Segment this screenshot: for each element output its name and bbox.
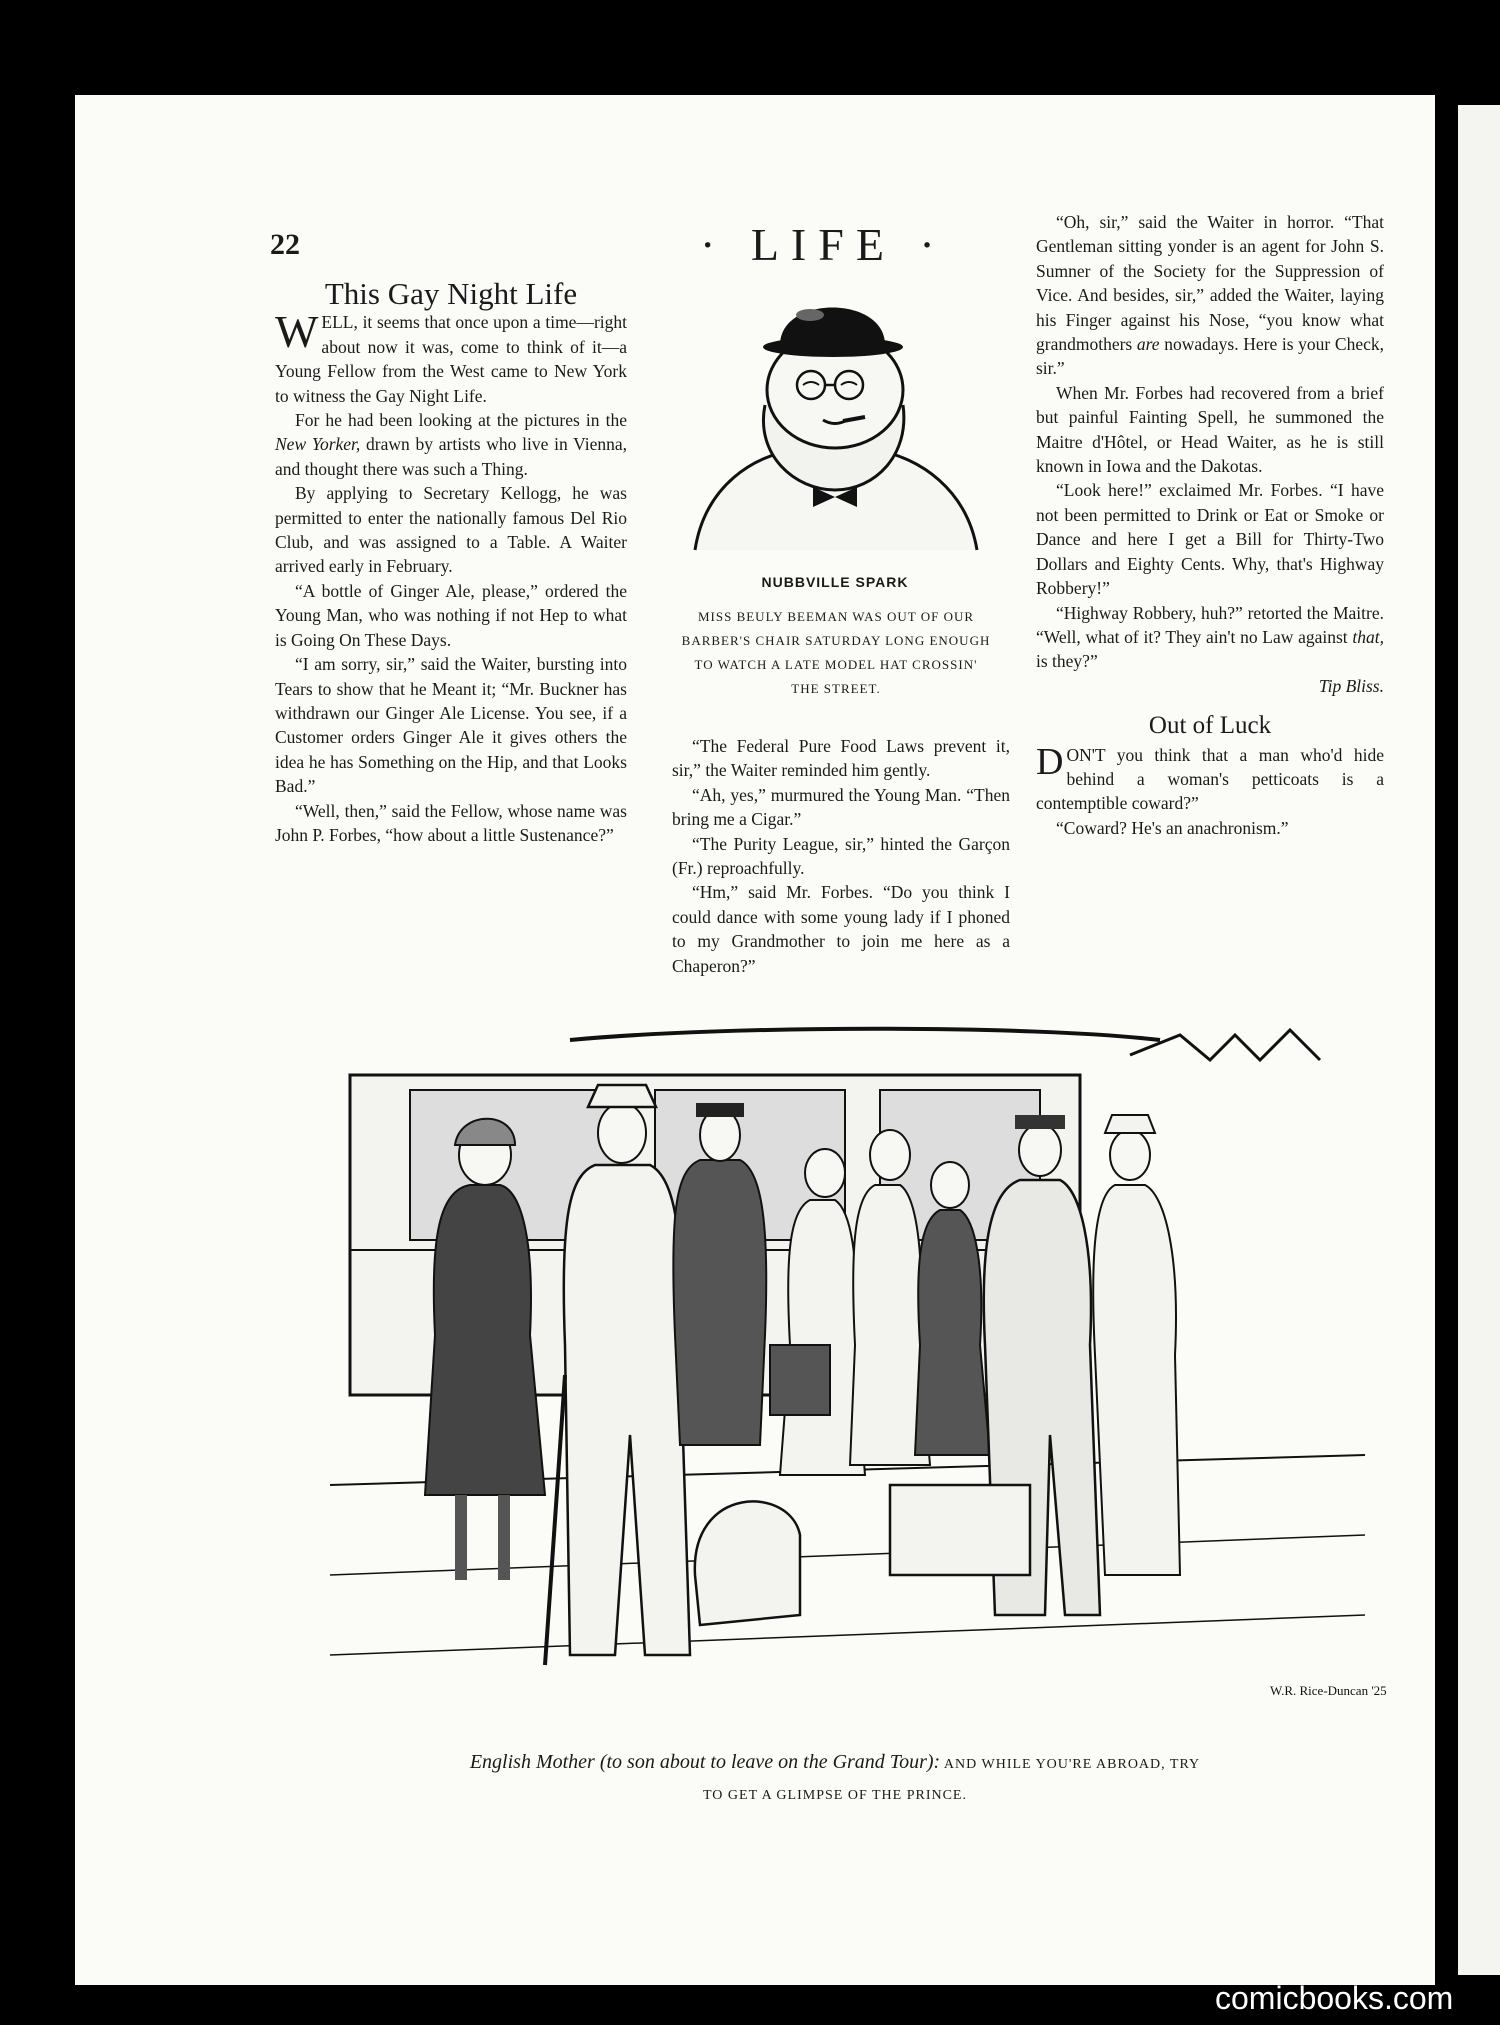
paragraph: “The Federal Pure Food Laws prevent it, sir,” the Waiter reminded him gently. bbox=[672, 736, 1010, 781]
paragraph: When Mr. Forbes had recovered from a brief but painful Fainting Spell, he summoned the Maitre d'Hôtel, or Head Waiter, as he is still known in Iowa and the Dakotas. bbox=[1036, 382, 1384, 477]
caption-speaker: English Mother (to son about to leave on the Grand Tour): bbox=[469, 1751, 941, 1773]
paragraph: By applying to Secretary Kellogg, he was permitted to enter the nationally famous Del Rio Club, and was assigned to a Table. A Waiter arrived early in February. bbox=[275, 483, 627, 577]
article-title: This Gay Night Life bbox=[324, 276, 578, 311]
nubbville-spark-cartoon bbox=[685, 285, 985, 555]
paragraph: “Well, then,” said the Fellow, whose name was John P. Forbes, “how about a little Sustenance?” bbox=[275, 800, 627, 845]
paragraph: “Look here!” exclaimed Mr. Forbes. “I have not been permitted to Drink or Eat or Smoke or Dance and here I get a Bill for Thirty-Two Dollars and Eighty Cents. Why, that's Highway Robbery!” bbox=[1036, 480, 1384, 599]
next-page-edge bbox=[1458, 105, 1500, 1975]
paragraph: “Highway Robbery, huh?” retorted the Maitre. “Well, what of it? They ain't no Law against that, is they?” bbox=[1036, 602, 1384, 672]
paragraph: “A bottle of Ginger Ale, please,” ordered the Young Man, who was nothing if not Hep to what is Going On These Days. bbox=[275, 580, 627, 650]
article-column-1 bbox=[275, 276, 627, 847]
paragraph: “Ah, yes,” murmured the Young Man. “Then bring me a Cigar.” bbox=[672, 784, 1010, 830]
paragraph: “I am sorry, sir,” said the Waiter, bursting into Tears to show that he Meant it; “Mr. Buckner has withdrawn our Ginger Ale License. You see, if a Customer orders Ginger Ale it gives others the idea he has Something on the Hip, and that Looks Bad.” bbox=[275, 654, 627, 797]
page-number: 22 bbox=[270, 228, 300, 261]
paragraph: “Oh, sir,” said the Waiter in horror. “That Gentleman sitting yonder is an agent for John S. Sumner of the Society for the Suppression of Vice. And besides, sir,” added the Waiter, laying his Finger against his Nose, “you know what grandmothers are nowadays. Here is your Check, sir.” bbox=[1036, 212, 1384, 379]
paragraph: “The Purity League, sir,” hinted the Garçon (Fr.) reproachfully. bbox=[672, 833, 1010, 879]
article-column-3 bbox=[1036, 210, 1384, 840]
paragraph: “Coward? He's an anachronism.” bbox=[1056, 817, 1289, 838]
drop-cap: W bbox=[275, 306, 319, 358]
watermark: comicbooks.com bbox=[1215, 1980, 1454, 2016]
drop-cap: D bbox=[1036, 740, 1064, 783]
artist-signature: W.R. Rice-Duncan '25 bbox=[1270, 1683, 1387, 1698]
paragraph: For he had been looking at the pictures in the New Yorker, drawn by artists who live in Vienna, and thought there was such a Thing. bbox=[275, 410, 627, 479]
cartoon-title: NUBBVILLE SPARK bbox=[761, 574, 909, 590]
article-title-2: Out of Luck bbox=[1148, 712, 1272, 740]
article-column-2 bbox=[672, 734, 1010, 978]
cartoon-caption: MISS BEULY BEEMAN WAS OUT OF OUR BARBER'S CHAIR SATURDAY LONG ENOUGH TO WATCH A LATE MODEL HAT CROSSIN' THE STREET. bbox=[681, 609, 991, 696]
paragraph: WELL, it seems that once upon a time—right about now it was, come to think of it—a Young Fellow from the West came to New York to witness the Gay Night Life. bbox=[275, 306, 627, 406]
railway-platform-illustration bbox=[330, 1015, 1387, 1720]
paragraph: DON'T you think that a man who'd hide behind a woman's petticoats is a contemptible coward?” bbox=[1036, 740, 1384, 814]
illustration-caption bbox=[330, 1748, 1340, 1810]
caption-line-1: AND WHILE YOU'RE ABROAD, TRY bbox=[940, 1757, 1201, 1772]
caption-line-2: TO GET A GLIMPSE OF THE PRINCE. bbox=[703, 1788, 967, 1803]
paragraph: “Hm,” said Mr. Forbes. “Do you think I could dance with some young lady if I phoned to my Grandmother to join me here as a Chaperon?” bbox=[672, 882, 1010, 976]
masthead: · LIFE · bbox=[700, 219, 947, 270]
author-signature: Tip Bliss. bbox=[1318, 675, 1384, 696]
